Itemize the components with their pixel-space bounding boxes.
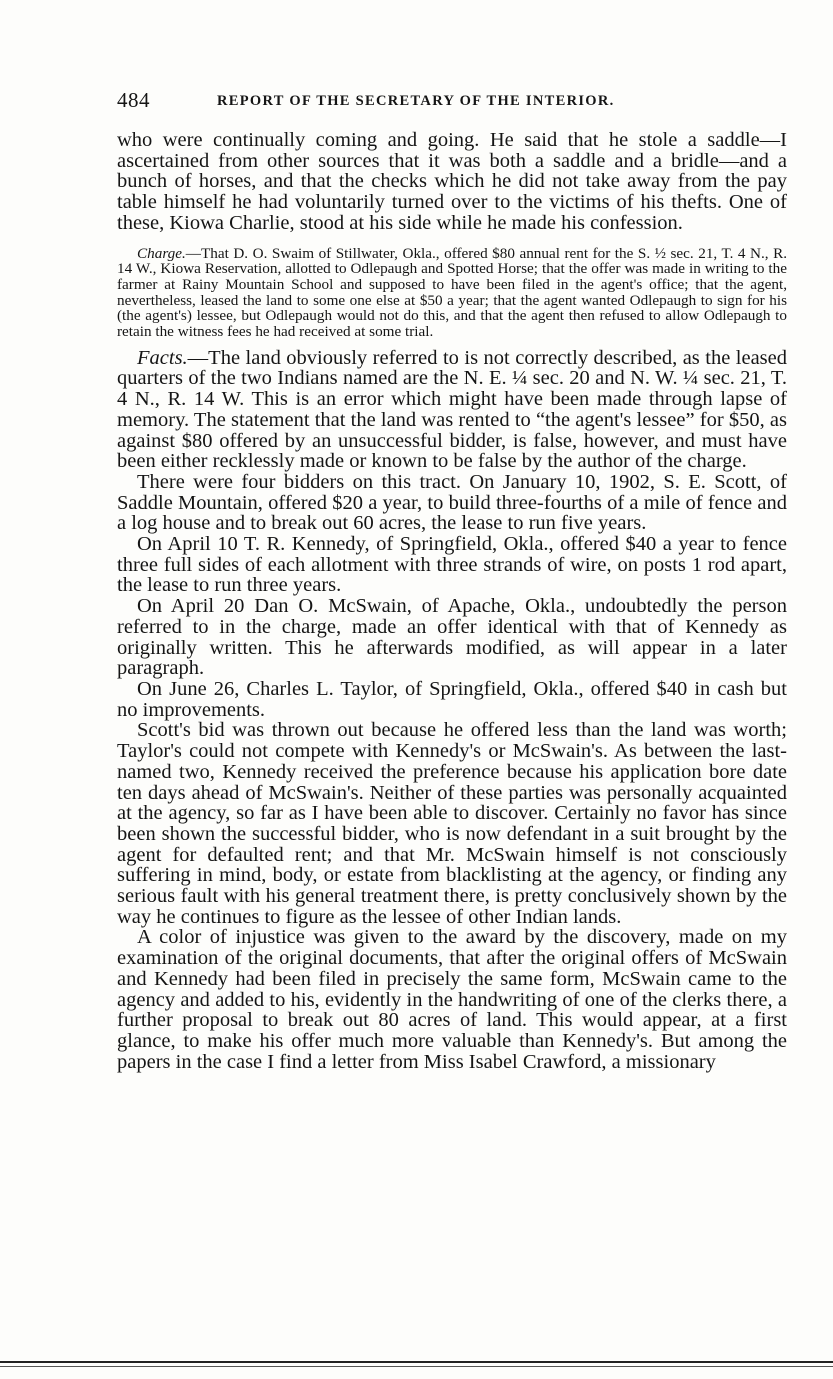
paragraph: On June 26, Charles L. Taylor, of Springfield, Okla., offered $40 in cash but no improvements. xyxy=(117,677,787,721)
facts-lead: Facts. xyxy=(137,346,188,369)
body-text xyxy=(117,130,787,1072)
paragraph: Scott's bid was thrown out because he offered less than the land was worth; Taylor's could not compete with Kennedy's or McSwain's. As between the last-named two, Kennedy received the preference because his application bore date ten days ahead of McSwain's. Neither of these parties was personally acquainted at the agency, so far as I have been able to discover. Certainly no favor has since been shown the successful bidder, who is now defendant in a suit brought by the agent for defaulted rent; and that Mr. McSwain himself is not consciously suffering in mind, body, or estate from blacklisting at the agency, or finding any serious fault with his general treatment there, is pretty conclusively shown by the way he continues to figure as the lessee of other Indian lands. xyxy=(117,719,787,928)
running-head: REPORT OF THE SECRETARY OF THE INTERIOR. xyxy=(217,93,615,109)
charge-block xyxy=(117,246,787,340)
page-header xyxy=(117,88,787,116)
paragraph: A color of injustice was given to the award by the discovery, made on my examination of the original documents, that after the original offers of McSwain and Kennedy had been filed in precisely the same form, McSwain came to the agency and added to his, evidently in the handwriting of one of the clerks there, a further proposal to break out 80 acres of land. This would appear, at a first glance, to make his offer much more valuable than Kennedy's. But among the papers in the case I find a letter from Miss Isabel Crawford, a missionary xyxy=(117,926,787,1073)
charge-lead: Charge. xyxy=(137,244,186,262)
page-bottom-rule xyxy=(0,1361,833,1367)
facts-paragraph xyxy=(117,348,787,472)
paragraph: On April 20 Dan O. McSwain, of Apache, Okla., undoubtedly the person referred to in the charge, made an offer identical with that of Kennedy as originally written. This he afterwards modified, as will appear in a later paragraph. xyxy=(117,595,787,680)
charge-text: —That D. O. Swaim of Stillwater, Okla., offered $80 annual rent for the S. ½ sec. 21, T. 4 N., R. 14 W., Kiowa Reservation, allotted to Odlepaugh and Spotted Horse; that the offer was made in writing to the farmer at Rainy Mountain School and supposed to have been filed in the agent's office; that the agent, nevertheless, leased the land to some one else at $50 a year; that the agent wanted Odlepaugh to sign for his (the agent's) lessee, but Odlepaugh would not do this, and that the agent then refused to allow Odlepaugh to retain the witness fees he had received at some trial. xyxy=(117,244,787,341)
paragraph: There were four bidders on this tract. On January 10, 1902, S. E. Scott, of Saddle Mountain, offered $20 a year, to build three-fourths of a mile of fence and a log house and to break out 60 acres, the lease to run five years. xyxy=(117,470,787,535)
facts-text: —The land obviously referred to is not correctly described, as the leased quarters of the two Indians named are the N. E. ¼ sec. 20 and N. W. ¼ sec. 21, T. 4 N., R. 14 W. This is an error which might have been made through lapse of memory. The statement that the land was rented to “the agent's lessee” for $50, as against $80 offered by an unsuccessful bidder, is false, however, and must have been either recklessly made or known to be false by the author of the charge. xyxy=(117,346,787,473)
paragraph: On April 10 T. R. Kennedy, of Springfield, Okla., offered $40 a year to fence three full sides of each allotment with three strands of wire, on posts 1 rod apart, the lease to run three years. xyxy=(117,533,787,597)
opening-paragraph: who were continually coming and going. He said that he stole a saddle—I ascertained from other sources that it was both a saddle and a bridle—and a bunch of horses, and that the checks which he did not take away from the pay table himself he had voluntarily turned over to the victims of his thefts. One of these, Kiowa Charlie, stood at his side while he made his confession. xyxy=(117,129,787,234)
page-number: 484 xyxy=(117,88,150,112)
